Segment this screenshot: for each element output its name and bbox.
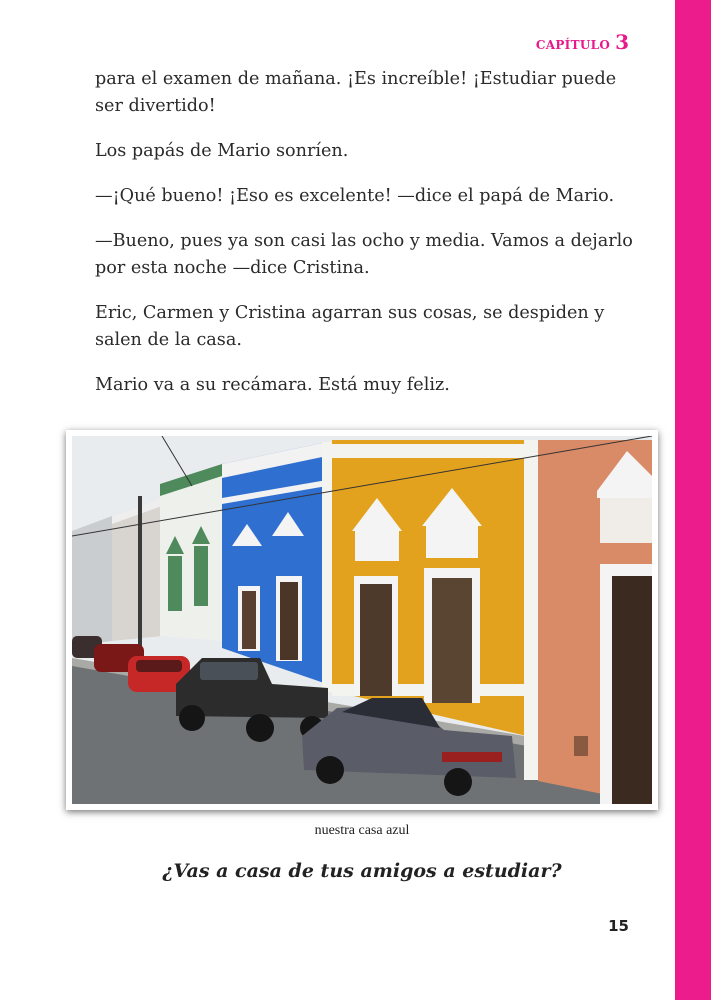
paragraph: Los papás de Mario sonríen. bbox=[95, 141, 349, 161]
discussion-question: ¿Vas a casa de tus amigos a estudiar? bbox=[162, 860, 562, 882]
blue-house bbox=[222, 442, 327, 684]
chapter-number: 3 bbox=[615, 30, 629, 54]
chapter-word: CAPÍTULO bbox=[535, 38, 611, 52]
photo-caption: nuestra casa azul bbox=[314, 823, 410, 838]
paragraph: Mario va a su recámara. Está muy feliz. bbox=[95, 375, 450, 395]
paragraph: —Bueno, pues ya son casi las ocho y media. Vamos a dejarlo por esta noche —dice Cristina. bbox=[95, 231, 633, 278]
far-building bbox=[72, 516, 112, 646]
magenta-side-band bbox=[675, 0, 711, 1000]
paragraph: para el examen de mañana. ¡Es increíble! ¡Estudiar puede ser divertido! bbox=[95, 69, 617, 116]
street-photo bbox=[72, 436, 652, 804]
paragraph: Eric, Carmen y Cristina agarran sus cosas, se despiden y salen de la casa. bbox=[95, 303, 605, 350]
photo-frame bbox=[66, 430, 658, 810]
body-text bbox=[95, 66, 640, 417]
chapter-heading bbox=[536, 30, 629, 54]
page-number: 15 bbox=[608, 917, 629, 935]
street-illustration bbox=[72, 436, 652, 804]
paragraph: —¡Qué bueno! ¡Eso es excelente! —dice el papá de Mario. bbox=[95, 186, 615, 206]
utility-pole bbox=[138, 496, 142, 646]
